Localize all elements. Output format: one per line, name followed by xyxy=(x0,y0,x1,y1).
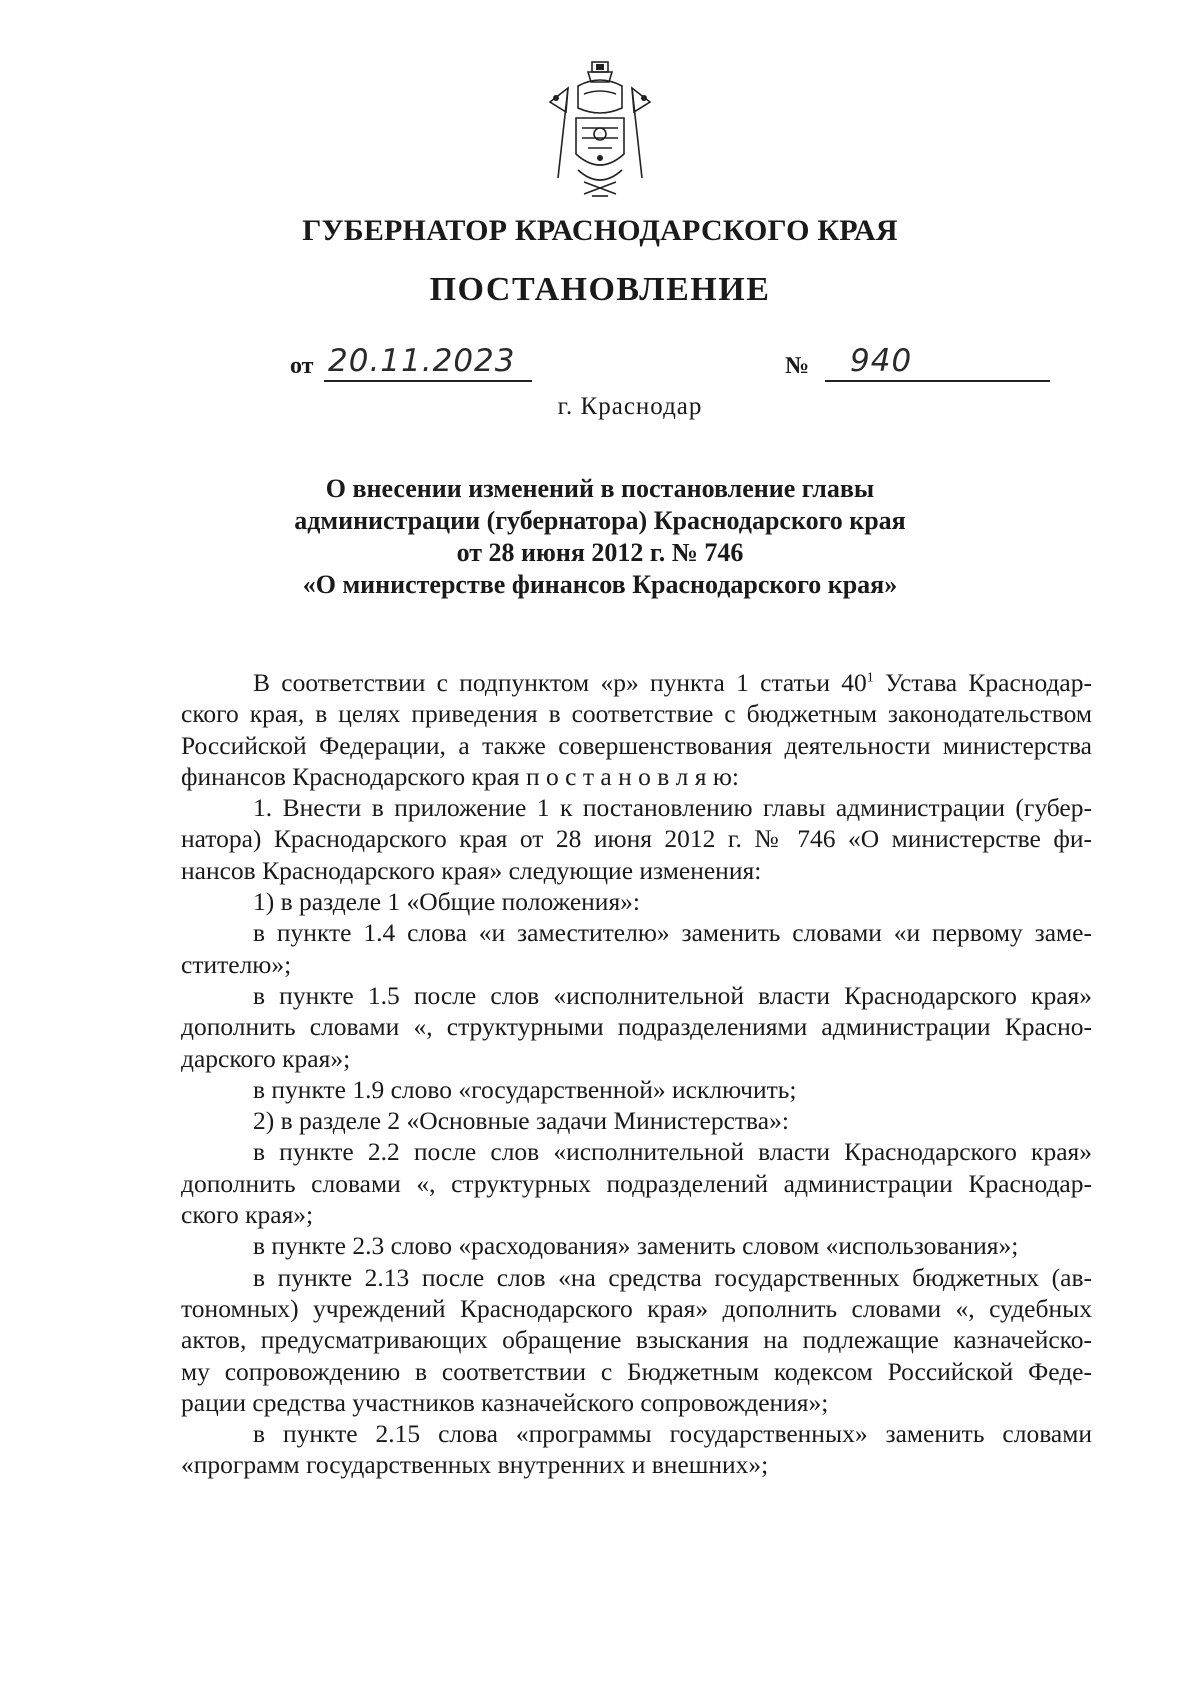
body-text-fragment: Устава Краснодар- xyxy=(873,668,1092,697)
title-line: администрации (губернатора) Краснодарского края xyxy=(294,506,906,535)
title-line: «О министерстве финансов Краснодарского края» xyxy=(302,570,898,599)
handwritten-date: 20.11.2023 xyxy=(328,343,516,379)
body-line: стителю»; xyxy=(181,949,292,979)
body-line: финансов Краснодарского края п о с т а н о в л я ю: xyxy=(181,761,739,791)
body-line: в пункте 2.2 после слов «исполнительной власти Краснодарского края» xyxy=(253,1137,1092,1167)
body-line: в пункте 2.13 после слов «на средства государственных бюджетных (ав- xyxy=(253,1262,1092,1292)
body-line: в пункте 2.15 слова «программы государственных» заменить словами xyxy=(253,1419,1092,1449)
date-number-row xyxy=(290,343,1050,387)
city-line: г. Краснодар xyxy=(557,393,703,420)
coat-of-arms-emblem xyxy=(548,58,652,202)
body-line: 1) в разделе 1 «Общие положения»: xyxy=(253,887,641,917)
issuing-authority: ГУБЕРНАТОР КРАСНОДАРСКОГО КРАЯ xyxy=(302,214,898,247)
title-line: от 28 июня 2012 г. № 746 xyxy=(456,538,744,567)
body-line: дополнить словами «, структурных подразделений администрации Краснодар- xyxy=(181,1168,1092,1198)
body-text-fragment: В соответствии с подпунктом «р» пункта 1 статьи 40 xyxy=(253,668,867,697)
body-line: нансов Краснодарского края» следующие изменения: xyxy=(181,855,762,885)
date-underline xyxy=(324,380,532,382)
title-line: О внесении изменений в постановление главы xyxy=(325,474,875,503)
body-line: тономных) учреждений Краснодарского края» дополнить словами «, судебных xyxy=(181,1293,1092,1323)
body-line: 1. Внести в приложение 1 к постановлению главы администрации (губер- xyxy=(253,793,1092,823)
body-line: в пункте 1.4 слова «и заместителю» заменить словами «и первому заме- xyxy=(253,918,1092,948)
body-line: рации средства участников казначейского сопровождения»; xyxy=(181,1387,829,1417)
document-title xyxy=(0,473,1200,601)
date-label: от xyxy=(290,353,314,379)
body-line: дарского края»; xyxy=(181,1043,351,1073)
document-type: ПОСТАНОВЛЕНИЕ xyxy=(429,271,771,308)
body-line: дополнить словами «, структурными подразделениями администрации Красно- xyxy=(181,1012,1092,1042)
body-line: в пункте 1.5 после слов «исполнительной власти Краснодарского края» xyxy=(253,980,1092,1010)
body-line xyxy=(181,667,1092,698)
body-line: ского края, в целях приведения в соответствие с бюджетным законодательством xyxy=(181,699,1092,729)
body-line: му сопровождению в соответствии с Бюджетным кодексом Российской Феде- xyxy=(181,1356,1092,1386)
body-line: натора) Краснодарского края от 28 июня 2012 г. № 746 «О министерстве фи- xyxy=(181,824,1092,854)
body-line: в пункте 1.9 слово «государственной» исключить; xyxy=(253,1074,797,1104)
body-line: актов, предусматривающих обращение взыскания на подлежащие казначейско- xyxy=(181,1325,1092,1355)
handwritten-number: 940 xyxy=(850,343,913,379)
number-label: № xyxy=(785,353,810,379)
superscript: 1 xyxy=(866,670,874,686)
number-underline xyxy=(825,380,1050,382)
document-body xyxy=(181,667,1092,1481)
body-line: в пункте 2.3 слово «расходования» заменить словом «использования»; xyxy=(253,1231,1019,1261)
body-line: «программ государственных внутренних и внешних»; xyxy=(181,1450,769,1480)
body-line: 2) в разделе 2 «Основные задачи Министерства»: xyxy=(253,1106,789,1136)
body-line: Российской Федерации, а также совершенствования деятельности министерства xyxy=(181,730,1092,760)
body-line: ского края»; xyxy=(181,1200,314,1230)
